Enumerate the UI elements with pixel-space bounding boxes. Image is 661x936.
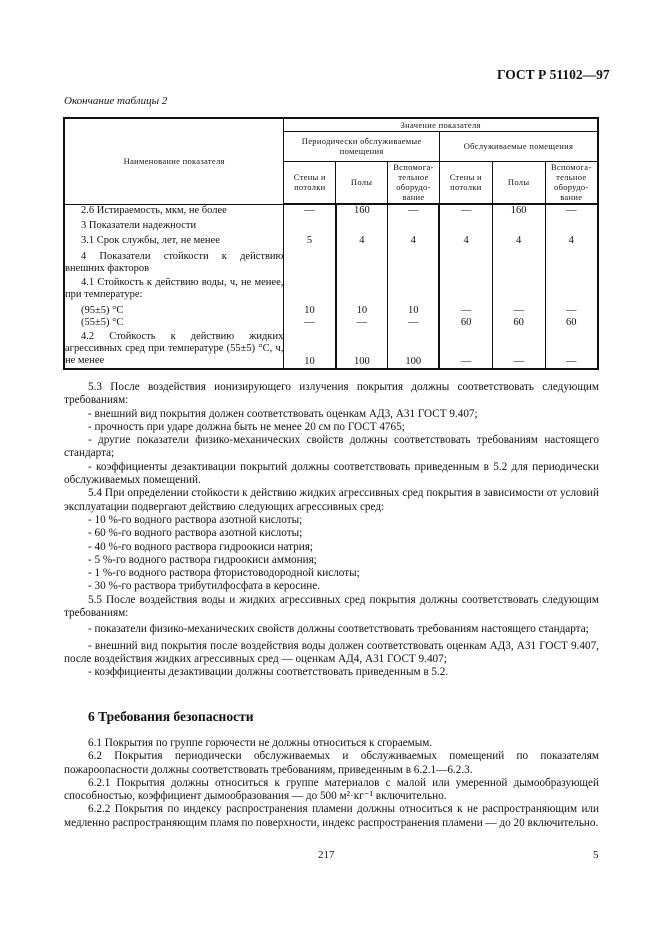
- list-item: - показатели физико-механических свойств должны соответствовать требованиям настоящего стандарта;: [88, 623, 589, 636]
- table-row: 2.6 Истираемость, мкм, не более — 160 — — 160 —: [64, 204, 598, 220]
- subheader-equipment: Вспомога-тельное оборудо-вание: [545, 161, 598, 204]
- table-row: 3.1 Срок службы, лет, не менее 5 4 4 4 4 4: [64, 235, 598, 251]
- paragraph-5-3: 5.3 После воздействия ионизирующего излучения покрытия должны соответствовать следующим требованиям:: [64, 381, 599, 407]
- paragraph-6-1: 6.1 Покрытия по группе горючести не должны относиться к сгораемым.: [88, 737, 433, 749]
- table-row: (95±5) °С 10 10 10 — — —: [64, 305, 598, 317]
- subheader-walls: Стены и потолки: [284, 161, 336, 204]
- paragraph-5-4: 5.4 При определении стойкости к действию жидких агрессивных сред покрытия в зависимости от условий эксплуатации подвергают действию следующих агрессивных сред:: [64, 487, 599, 513]
- list-item: - 30 %-го раствора трибутилфосфата в керосине.: [88, 580, 321, 593]
- list-item: - 60 %-го водного раствора азотной кислоты;: [88, 527, 303, 540]
- list-item: - внешний вид покрытия должен соответствовать оценкам АД3, А31 ГОСТ 9.407;: [88, 407, 478, 420]
- list-item: - 5 %-го водного раствора гидроокиси аммония;: [88, 553, 317, 566]
- table-row: 3 Показатели надежности: [64, 220, 598, 235]
- list-item: - 1 %-го водного раствора фтористоводородной кислоты;: [88, 567, 360, 580]
- table-row: (55±5) °С — — — 60 60 60: [64, 317, 598, 331]
- list-item: - внешний вид покрытия после воздействия воды должен соответствовать оценкам АД3, А31 ГОСТ 9.407, после воздействия жидких агрессивных сред — оценкам АД4, А31 ГОСТ 9.407;: [64, 639, 599, 665]
- list-item: - 40 %-го водного раствора гидроокиси натрия;: [88, 540, 314, 553]
- indicator-table: [63, 117, 599, 370]
- subheader-floors: Полы: [336, 161, 388, 204]
- subheader-walls: Стены и потолки: [439, 161, 492, 204]
- paragraph-6-2: 6.2 Покрытия периодически обслуживаемых и обслуживаемых помещений по показателям пожароопасности должны соответствовать требованиям, приведенным в 6.2.1—6.2.3.: [64, 750, 599, 776]
- list-item: - коэффициенты дезактивации должны соответствовать приведенным в 5.2.: [88, 666, 449, 679]
- section-5-text: [64, 381, 599, 680]
- list-item: - другие показатели физико-механических свойств должны соответствовать требованиям настоящего стандарта;: [64, 434, 599, 460]
- paragraph-6-2-1: 6.2.1 Покрытия должны относиться к группе материалов с малой или умеренной дымообразующей способностью, коэффициент дымообразования — до 500 м²·кг⁻¹ включительно.: [64, 776, 599, 803]
- header-group-periodic: Периодически обслуживаемые помещения: [284, 131, 440, 161]
- list-item: - 10 %-го водного раствора азотной кислоты;: [88, 513, 303, 526]
- list-item: - коэффициенты дезактивации покрытий должны соответствовать приведенным в 5.2 для периодически обслуживаемых помещений.: [64, 460, 599, 487]
- table-row: 4 Показатели стойкости к действию внешних факторов: [64, 251, 598, 277]
- table-caption: Окончание таблицы 2: [64, 95, 168, 107]
- table-row: 4.2 Стойкость к действию жидких агрессивных сред при температуре (55±5) °С, ч, не менее 10 100 100 — — —: [64, 331, 598, 369]
- header-indicator-name: Наименование показателя: [64, 118, 284, 204]
- header-value: Значение показателя: [284, 118, 598, 131]
- sheet-number: 5: [593, 849, 599, 861]
- section-6-heading: 6 Требования безопасности: [88, 709, 254, 724]
- document-id: ГОСТ Р 51102—97: [497, 67, 610, 82]
- subheader-equipment: Вспомога-тельное оборудо-вание: [388, 161, 440, 204]
- list-item: - прочность при ударе должна быть не менее 20 см по ГОСТ 4765;: [88, 420, 405, 433]
- paragraph-5-5: 5.5 После воздействия воды и жидких агрессивных сред покрытия должны соответствовать следующим требованиям:: [64, 593, 599, 620]
- paragraph-6-2-2: 6.2.2 Покрытия по индексу распространения пламени должны относиться к не распространяющим или медленно распространяющим пламя по поверхности, индекс распространения пламени — до 20 включительно.: [64, 803, 599, 829]
- page-number: 217: [318, 849, 335, 861]
- table-row: 4.1 Стойкость к действию воды, ч, не менее, при температуре:: [64, 277, 598, 305]
- header-group-serviced: Обслуживаемые помещения: [439, 131, 598, 161]
- section-6-text: [64, 737, 599, 830]
- subheader-floors: Полы: [492, 161, 545, 204]
